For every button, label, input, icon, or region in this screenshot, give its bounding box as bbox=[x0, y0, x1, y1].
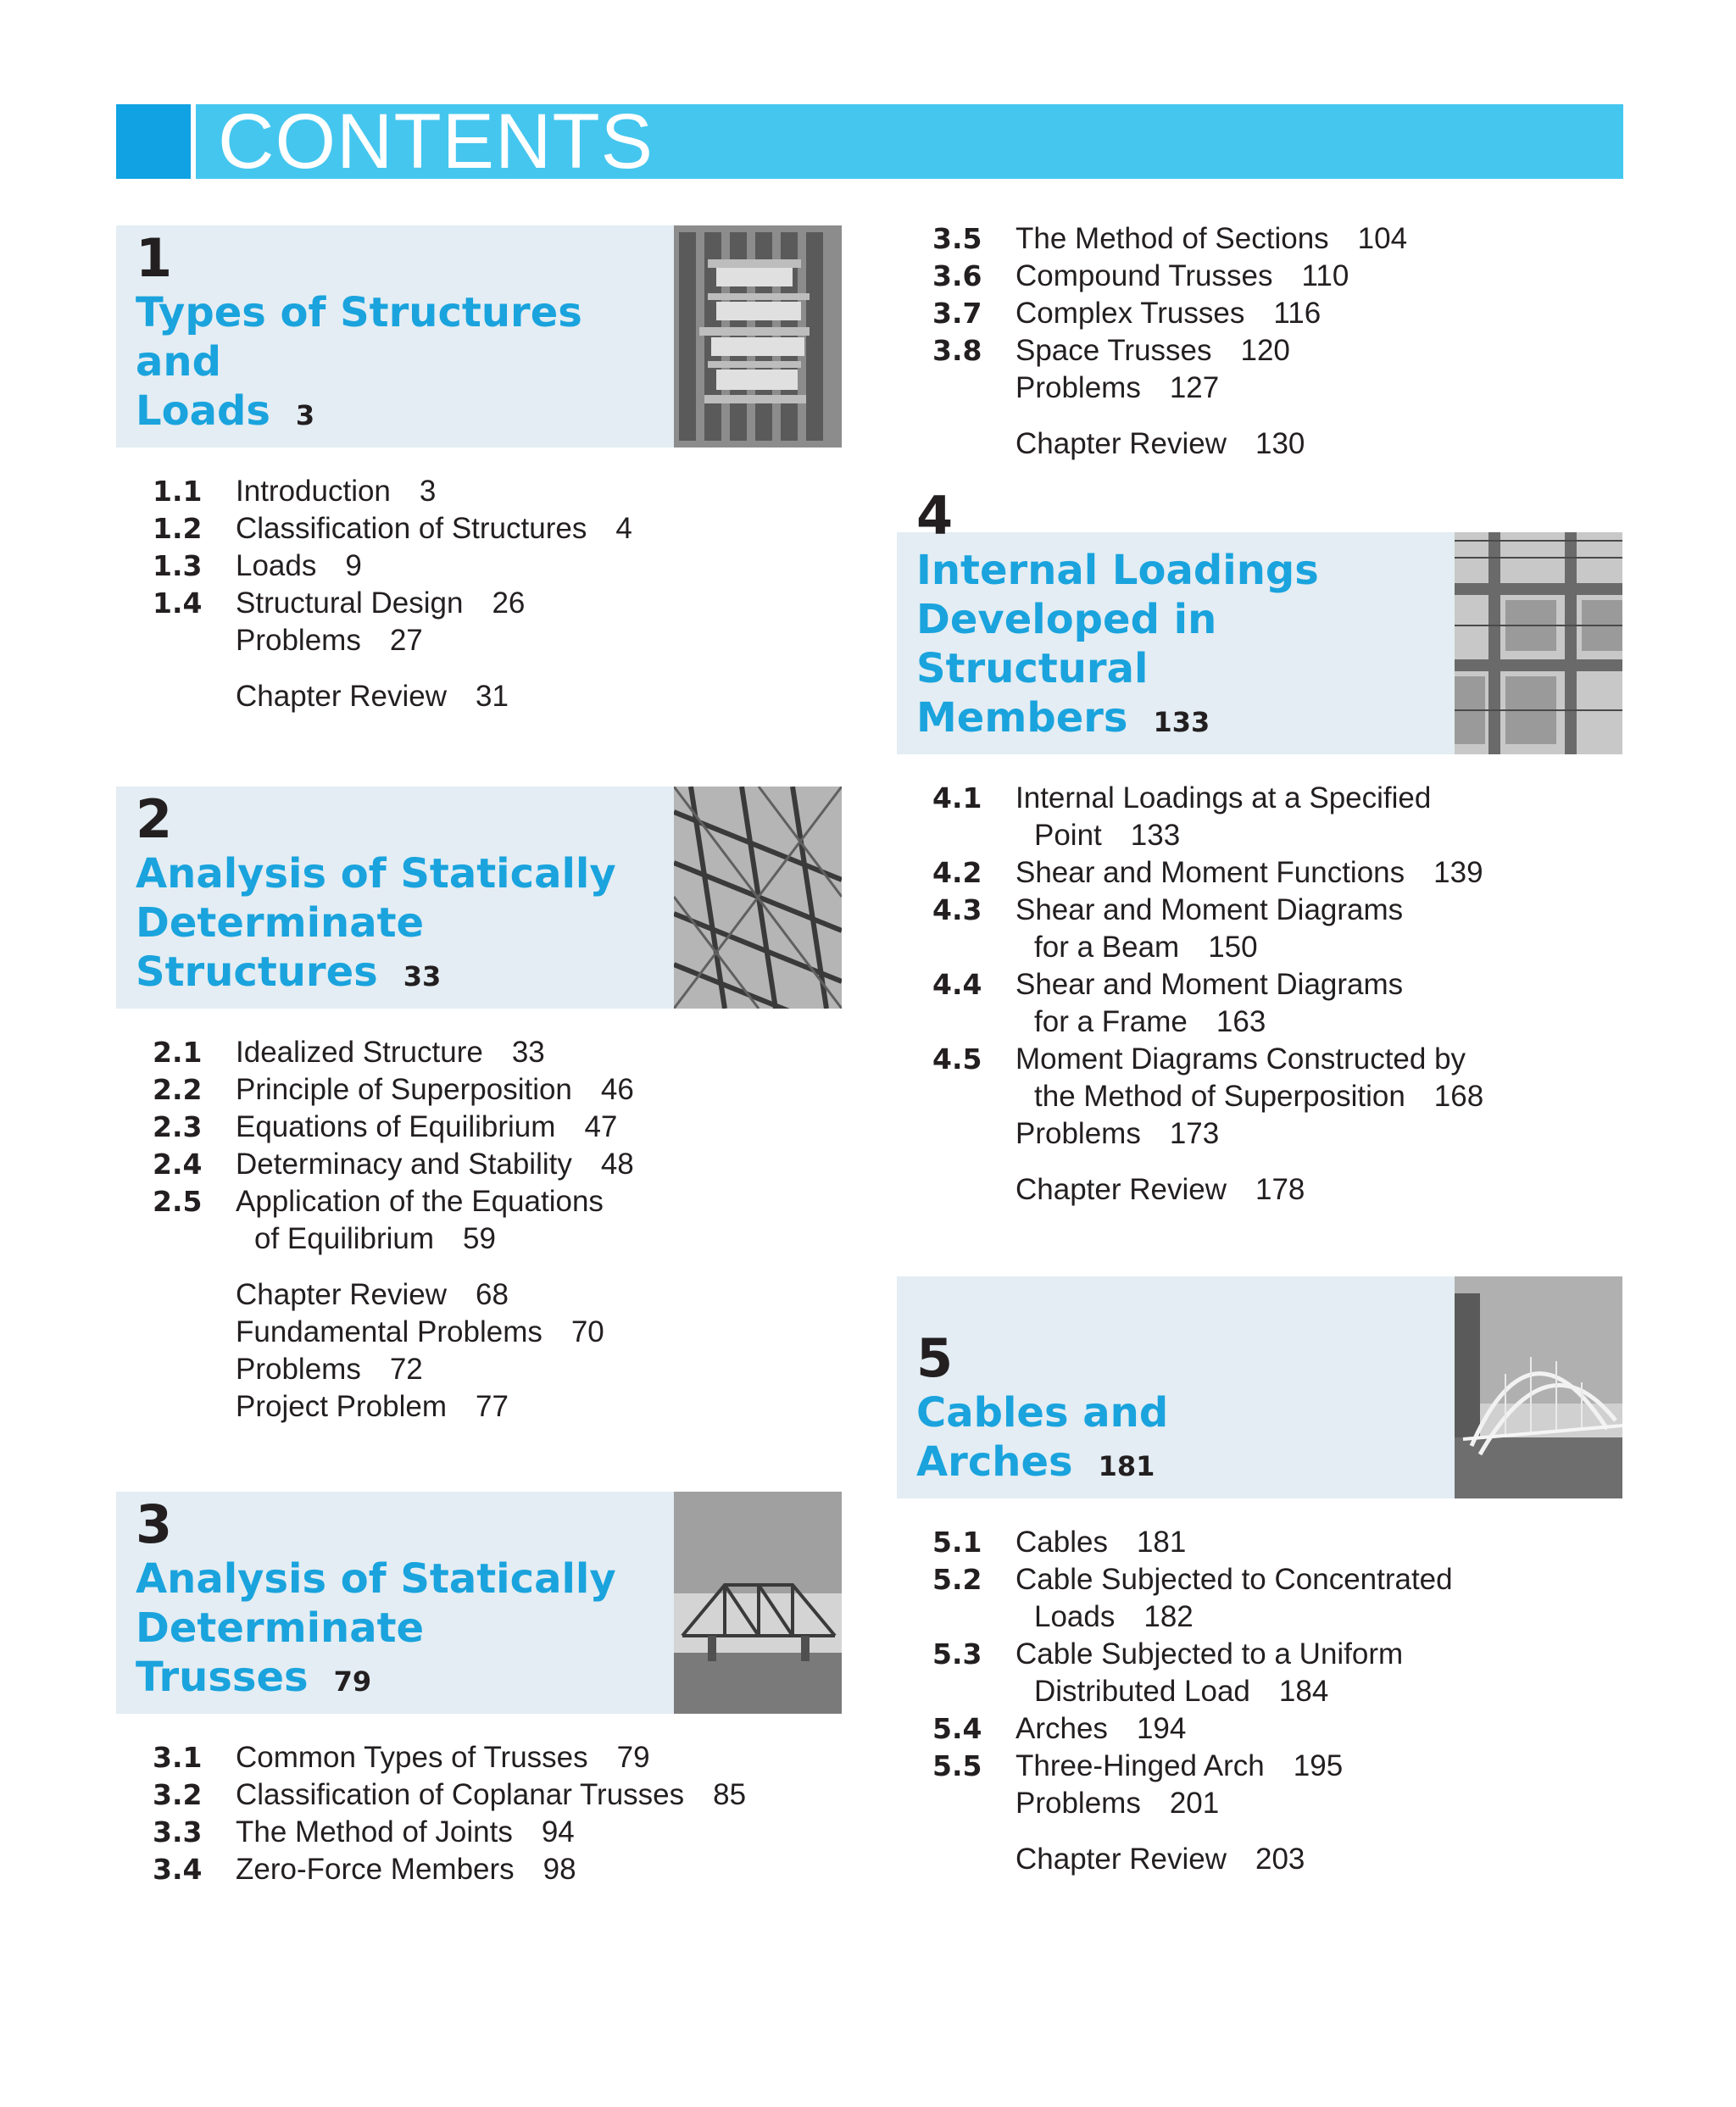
chapter-title: Analysis of Statically Determinate Structures bbox=[136, 850, 616, 996]
toc-entry[interactable]: 2.4 Determinacy and Stability 48 bbox=[153, 1146, 634, 1183]
section-number: 1.2 bbox=[153, 512, 203, 545]
toc-extra[interactable]: Problems 173 bbox=[1015, 1117, 1220, 1150]
truss-bridge-photo bbox=[674, 1492, 842, 1714]
toc-extra[interactable]: Problems 201 bbox=[1015, 1787, 1220, 1820]
toc-extra[interactable]: Chapter Review 130 bbox=[1015, 427, 1305, 460]
section-number: 4.3 bbox=[932, 893, 982, 926]
toc-entry[interactable]: 2.1 Idealized Structure 33 bbox=[153, 1034, 634, 1071]
section-number: 5.5 bbox=[932, 1749, 982, 1782]
toc-entry[interactable]: 3.5 The Method of Sections 104 bbox=[932, 220, 1407, 258]
section-number: 4.4 bbox=[932, 968, 982, 1001]
chapter-number: 1 bbox=[136, 227, 173, 289]
section-number: 5.4 bbox=[932, 1712, 982, 1745]
section-number: 3.5 bbox=[932, 222, 982, 255]
chapter-page: 33 bbox=[403, 960, 442, 992]
chapter-3-sections-part2 bbox=[932, 220, 1407, 463]
section-number: 5.3 bbox=[932, 1637, 982, 1671]
chapter-title: Cables and Arches bbox=[916, 1389, 1169, 1486]
chapter-number: 5 bbox=[916, 1327, 954, 1389]
section-number: 3.6 bbox=[932, 259, 982, 292]
building-facade-photo bbox=[674, 225, 842, 448]
section-number: 2.3 bbox=[153, 1110, 203, 1143]
chapter-number: 2 bbox=[136, 788, 173, 850]
toc-extra[interactable]: Project Problem 77 bbox=[236, 1390, 509, 1423]
toc-entry[interactable]: 4.5 Moment Diagrams Constructed by the Method of Superposition 168 bbox=[932, 1042, 1484, 1113]
chapter-number: 4 bbox=[916, 485, 954, 547]
section-number: 1.3 bbox=[153, 549, 203, 582]
chapter-page: 133 bbox=[1153, 706, 1210, 738]
section-number: 1.1 bbox=[153, 475, 203, 508]
chapter-2-header[interactable] bbox=[116, 787, 842, 1009]
toc-entry[interactable]: 1.3 Loads 9 bbox=[153, 548, 632, 585]
toc-entry[interactable]: 4.2 Shear and Moment Functions 139 bbox=[932, 854, 1483, 892]
section-number: 3.8 bbox=[932, 334, 982, 367]
toc-entry[interactable]: 5.1 Cables 181 bbox=[932, 1524, 1453, 1561]
contents-banner bbox=[116, 98, 1623, 185]
toc-extra[interactable]: Chapter Review 178 bbox=[1015, 1173, 1305, 1206]
toc-entry[interactable]: 2.2 Principle of Superposition 46 bbox=[153, 1071, 634, 1109]
toc-entry[interactable]: 1.1 Introduction 3 bbox=[153, 473, 632, 510]
toc-entry[interactable]: 3.7 Complex Trusses 116 bbox=[932, 295, 1407, 332]
steel-frame-photo bbox=[674, 787, 842, 1009]
section-number: 4.1 bbox=[932, 781, 982, 814]
chapter-3-sections-part1 bbox=[153, 1739, 746, 1888]
toc-entry[interactable]: 1.2 Classification of Structures 4 bbox=[153, 510, 632, 548]
toc-entry[interactable]: 1.4 Structural Design 26 bbox=[153, 585, 632, 622]
chapter-4-header[interactable] bbox=[897, 485, 1622, 754]
toc-entry[interactable]: 2.5 Application of the Equations of Equilibrium 59 bbox=[153, 1185, 604, 1255]
section-number: 3.7 bbox=[932, 297, 982, 330]
toc-extra[interactable]: Chapter Review 31 bbox=[236, 680, 509, 713]
toc-entry[interactable]: 5.5 Three-Hinged Arch 195 bbox=[932, 1748, 1453, 1785]
section-number: 3.1 bbox=[153, 1741, 203, 1774]
banner-notch bbox=[116, 104, 196, 179]
chapter-5-sections bbox=[932, 1524, 1453, 1878]
chapter-page: 3 bbox=[295, 399, 315, 431]
toc-entry[interactable]: 3.4 Zero-Force Members 98 bbox=[153, 1851, 746, 1888]
toc-extra[interactable]: Chapter Review 68 bbox=[236, 1278, 509, 1311]
toc-entry[interactable]: 2.3 Equations of Equilibrium 47 bbox=[153, 1109, 634, 1146]
section-number: 1.4 bbox=[153, 587, 203, 620]
chapter-4-sections bbox=[932, 780, 1483, 1209]
toc-entry[interactable]: 4.3 Shear and Moment Diagrams for a Beam 150 bbox=[932, 893, 1404, 964]
section-number: 4.2 bbox=[932, 856, 982, 889]
toc-entry[interactable]: 3.2 Classification of Coplanar Trusses 85 bbox=[153, 1776, 746, 1814]
chapter-page: 181 bbox=[1098, 1450, 1155, 1482]
toc-entry[interactable]: 3.1 Common Types of Trusses 79 bbox=[153, 1739, 746, 1776]
section-number: 4.5 bbox=[932, 1042, 982, 1076]
toc-extra[interactable]: Problems 72 bbox=[236, 1353, 423, 1386]
toc-extra[interactable]: Problems 127 bbox=[1015, 371, 1220, 404]
chapter-title: Internal Loadings Developed in Structural Members bbox=[916, 547, 1319, 742]
steel-beams-photo bbox=[1455, 532, 1622, 754]
chapter-5-header[interactable] bbox=[897, 1276, 1622, 1498]
chapter-2-sections bbox=[153, 1034, 634, 1426]
section-number: 5.1 bbox=[932, 1526, 982, 1559]
chapter-1-header[interactable] bbox=[116, 225, 842, 448]
section-number: 2.4 bbox=[153, 1148, 203, 1181]
section-number: 2.5 bbox=[153, 1185, 203, 1218]
toc-extra[interactable]: Problems 27 bbox=[236, 624, 423, 657]
chapter-page: 79 bbox=[333, 1665, 372, 1698]
chapter-number: 3 bbox=[136, 1493, 173, 1555]
page-title: CONTENTS bbox=[218, 98, 654, 185]
section-number: 3.4 bbox=[153, 1853, 203, 1886]
toc-entry[interactable]: 5.4 Arches 194 bbox=[932, 1710, 1453, 1748]
chapter-title: Types of Structures and Loads bbox=[136, 289, 582, 435]
toc-extra[interactable]: Fundamental Problems 70 bbox=[236, 1315, 604, 1348]
chapter-1-sections bbox=[153, 473, 632, 715]
section-number: 3.3 bbox=[153, 1815, 203, 1848]
section-number: 2.1 bbox=[153, 1036, 203, 1069]
toc-entry[interactable]: 5.3 Cable Subjected to a Uniform Distributed Load 184 bbox=[932, 1637, 1404, 1708]
toc-extra[interactable]: Chapter Review 203 bbox=[1015, 1843, 1305, 1876]
section-number: 5.2 bbox=[932, 1563, 982, 1596]
chapter-3-header[interactable] bbox=[116, 1492, 842, 1714]
toc-entry[interactable]: 4.1 Internal Loadings at a Specified Point 133 bbox=[932, 781, 1432, 852]
toc-entry[interactable]: 4.4 Shear and Moment Diagrams for a Frame 163 bbox=[932, 968, 1404, 1038]
toc-entry[interactable]: 5.2 Cable Subjected to Concentrated Loads 182 bbox=[932, 1563, 1453, 1633]
chapter-title: Analysis of Statically Determinate Trusses bbox=[136, 1555, 616, 1701]
section-number: 2.2 bbox=[153, 1073, 203, 1106]
section-number: 3.2 bbox=[153, 1778, 203, 1811]
toc-entry[interactable]: 3.3 The Method of Joints 94 bbox=[153, 1814, 746, 1851]
arch-bridge-photo bbox=[1455, 1276, 1622, 1498]
toc-entry[interactable]: 3.8 Space Trusses 120 bbox=[932, 332, 1407, 370]
toc-entry[interactable]: 3.6 Compound Trusses 110 bbox=[932, 258, 1407, 295]
